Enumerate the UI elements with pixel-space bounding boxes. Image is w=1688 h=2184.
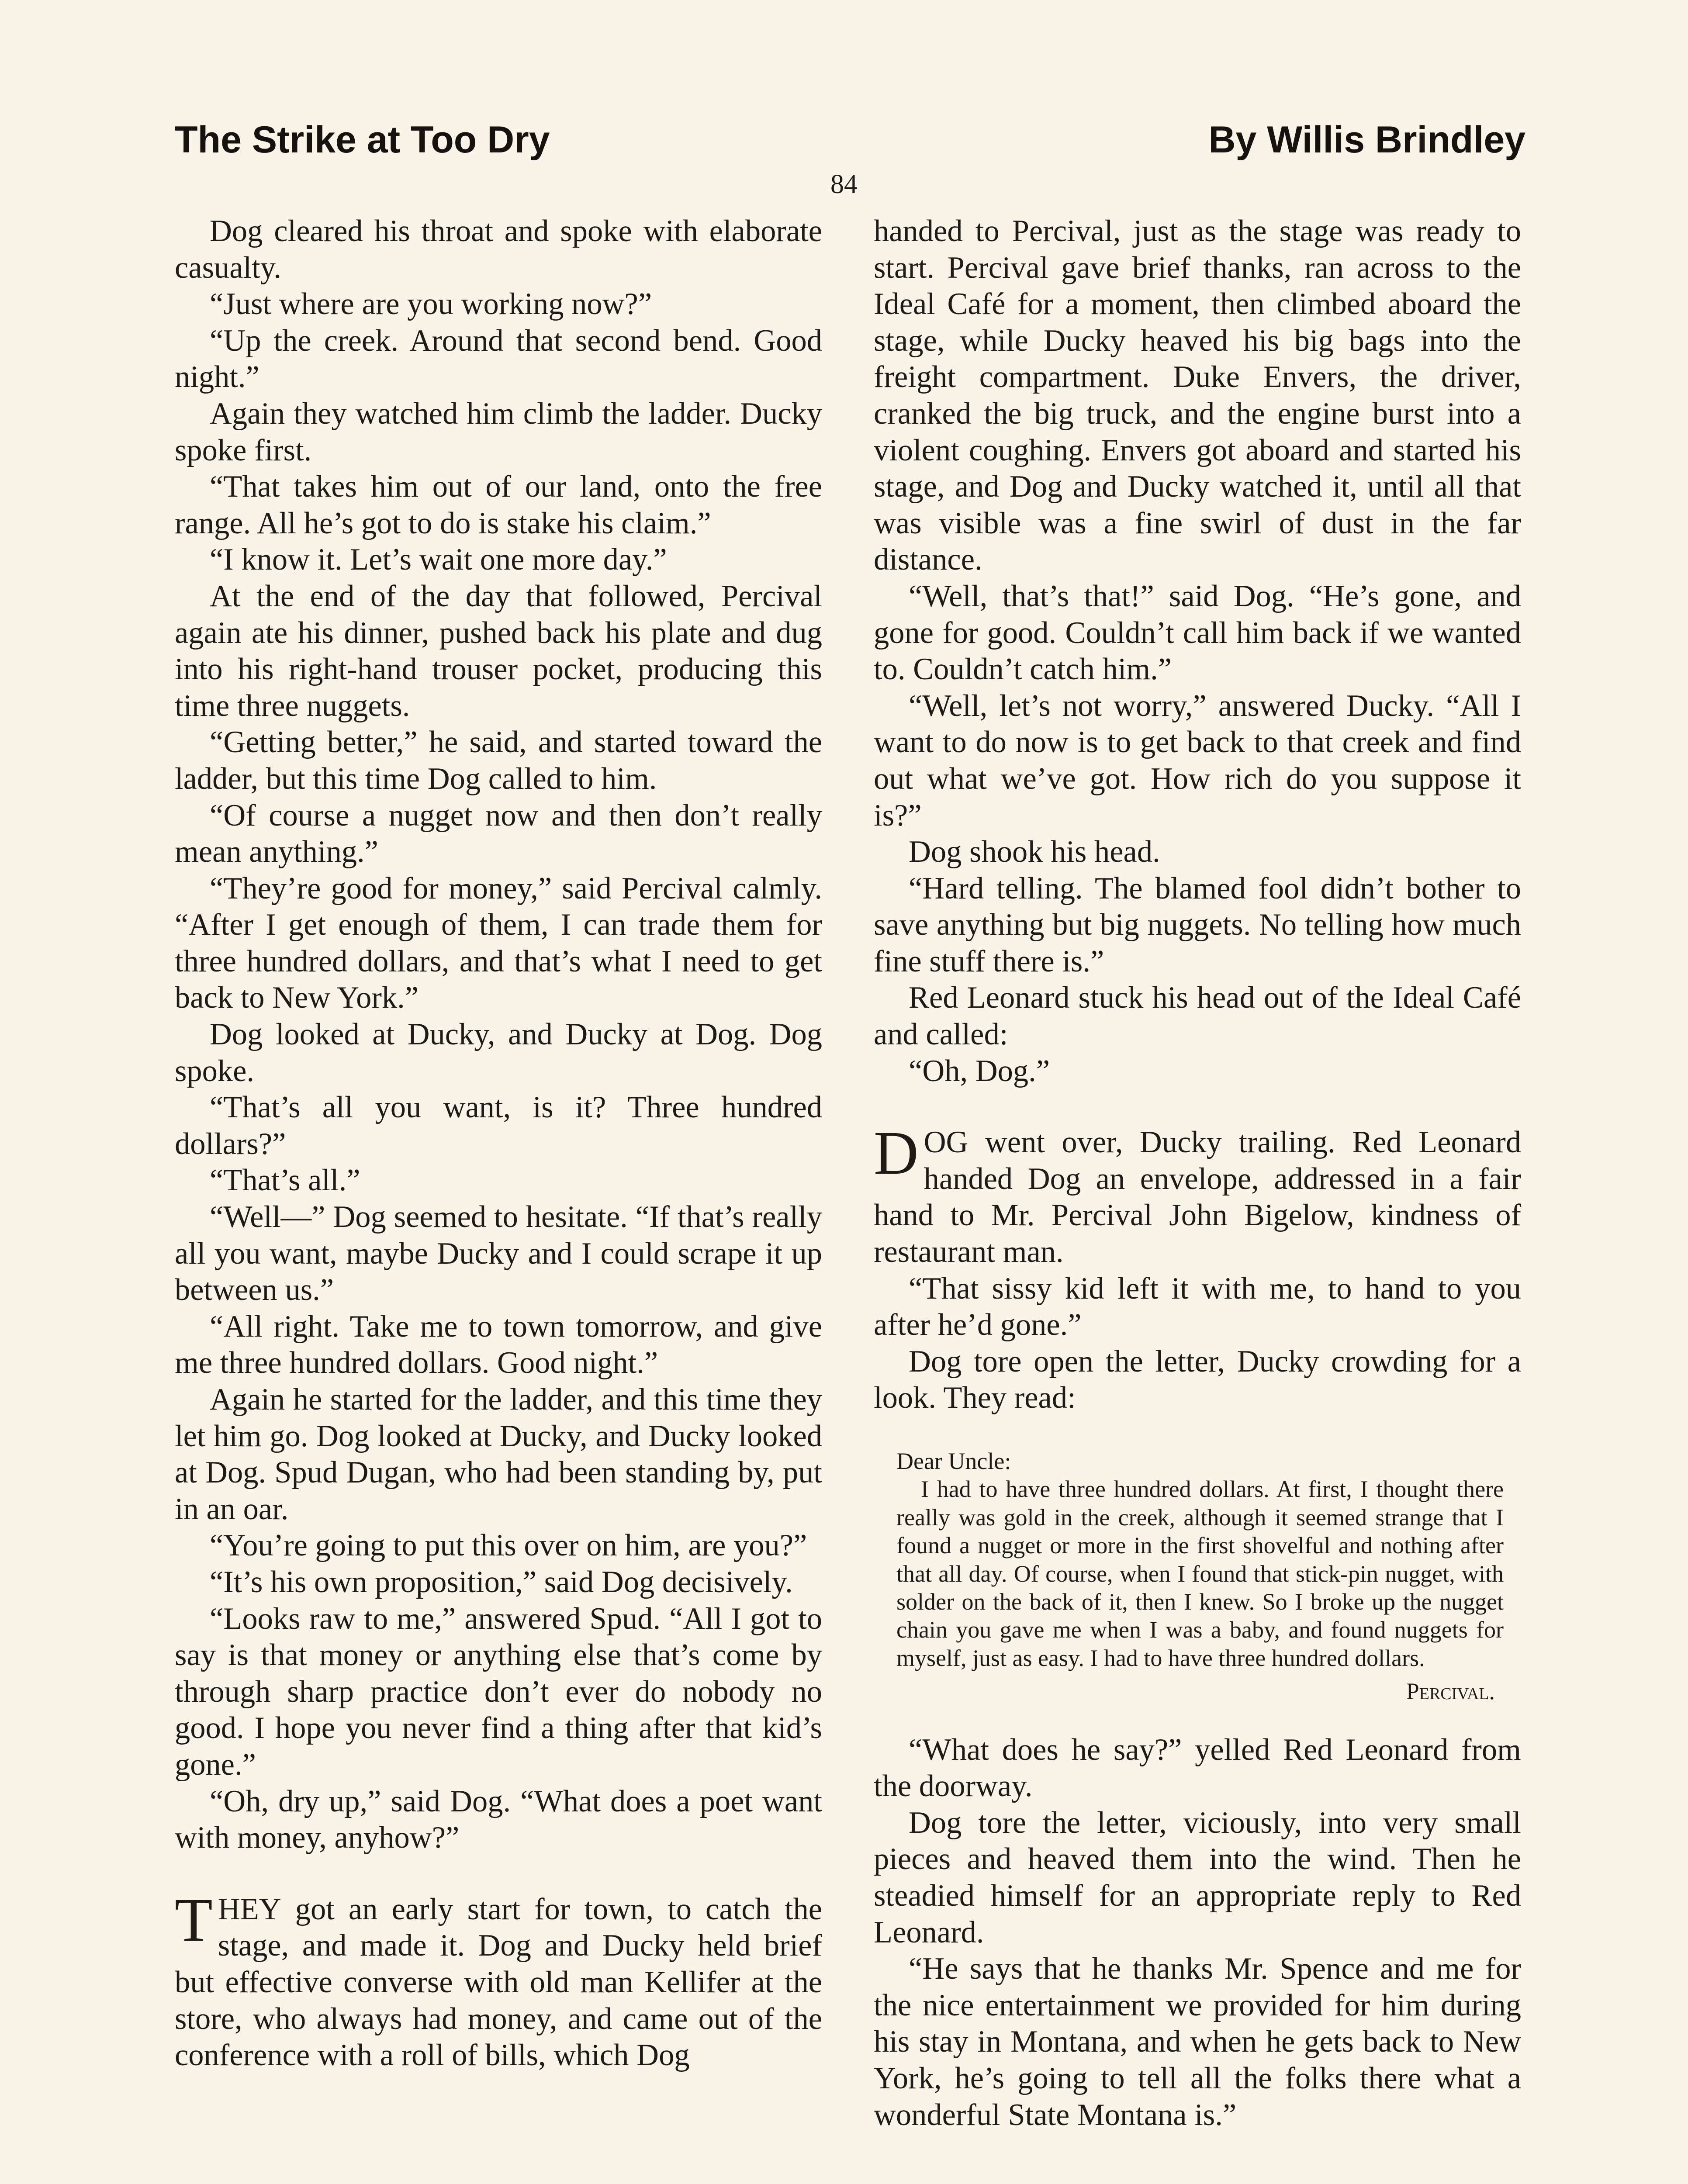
paragraph: “I know it. Let’s wait one more day.” — [210, 543, 667, 577]
paragraph: “That’s all you want, is it? Three hundred dollars?” — [175, 1090, 822, 1161]
paragraph: “That’s all.” — [210, 1163, 360, 1198]
paragraph: “It’s his own proposition,” said Dog decisively. — [210, 1565, 793, 1599]
paragraph: “Hard telling. The blamed fool didn’t bother to save anything but big nuggets. No telling how much fine stuff there is.” — [874, 871, 1521, 978]
page-number: 84 — [830, 169, 858, 199]
paragraph: “Of course a nugget now and then don’t really mean anything.” — [175, 798, 822, 869]
paragraph: “All right. Take me to town tomorrow, and give me three hundred dollars. Good night.” — [175, 1309, 822, 1380]
drop-cap: T — [175, 1885, 213, 1954]
section-text: got an early start for town, to catch the stage, and made it. Dog and Ducky held brief but effective converse with old man Kellifer at the store, who always had money, and came out of the conference with a roll of bills, which Dog — [175, 1892, 822, 2073]
paragraph: “Well, let’s not worry,” answered Ducky. “All I want to do now is to get back to that creek and find out what we’ve got. How rich do you suppose it is?” — [874, 688, 1521, 833]
paragraph: Dog tore open the letter, Ducky crowding for a look. They read: — [874, 1344, 1521, 1415]
paragraph: Dog cleared his throat and spoke with elaborate casualty. — [175, 214, 822, 285]
paragraph: Dog shook his head. — [909, 835, 1160, 869]
letter-salutation: Dear Uncle: — [896, 1448, 1011, 1474]
section-lead-word: HEY — [218, 1892, 281, 1926]
paragraph: Dog tore the letter, viciously, into very small pieces and heaved them into the wind. Then he steadied himself for an appropriate reply to Red Leonard. — [874, 1805, 1521, 1949]
paragraph: “That sissy kid left it with me, to hand to you after he’d gone.” — [874, 1271, 1521, 1342]
paragraph: “Getting better,” he said, and started toward the ladder, but this time Dog called to him. — [175, 725, 822, 796]
section-text: went over, Ducky trailing. Red Leonard handed Dog an envelope, addressed in a fair hand to Mr. Percival John Bigelow, kindness of restaurant man. — [874, 1125, 1521, 1269]
paragraph: “Well—” Dog seemed to hesitate. “If that’s really all you want, maybe Ducky and I could scrape it up between us.” — [175, 1200, 822, 1307]
letter-signature: Percival. — [1406, 1678, 1495, 1705]
paragraph: Again he started for the ladder, and this time they let him go. Dog looked at Ducky, and Ducky looked at Dog. Spud Dugan, who had been standing by, put in an oar. — [175, 1382, 822, 1526]
paragraph: handed to Percival, just as the stage was ready to start. Percival gave brief thanks, ran across to the Ideal Café for a moment, then climbed aboard the stage, while Ducky heaved his big bags into the freight compartment. Duke Envers, the driver, cranked the big truck, and the engine burst into a violent coughing. Envers got aboard and started his stage, and Dog and Ducky watched it, until all that was visible was a fine swirl of dust in the far distance. — [874, 214, 1521, 577]
paragraph: “You’re going to put this over on him, are you?” — [210, 1528, 807, 1563]
paragraph: Red Leonard stuck his head out of the Ideal Café and called: — [874, 981, 1521, 1052]
paragraph: “Up the creek. Around that second bend. Good night.” — [175, 323, 822, 394]
left-column — [175, 213, 822, 2074]
letter-body: I had to have three hundred dollars. At first, I thought there really was gold in the creek, although it seemed strange that I found a nugget or more in the first shovelful and nothing after that all day. Of course, when I found that stick-pin nugget, with solder on the back of it, then I knew. So I broke up the nugget chain you gave me when I was a baby, and found nuggets for myself, just as easy. I had to have three hundred dollars. — [896, 1476, 1504, 1671]
section-opening-paragraph — [175, 1885, 822, 2074]
paragraph: “Oh, Dog.” — [909, 1054, 1050, 1088]
section-lead-word: OG — [924, 1125, 969, 1160]
paragraph: “They’re good for money,” said Percival calmly. “After I get enough of them, I can trade them for three hundred dollars, and that’s what I need to get back to New York.” — [175, 871, 822, 1015]
paragraph: Dog looked at Ducky, and Ducky at Dog. Dog spoke. — [175, 1017, 822, 1088]
paragraph: “Looks raw to me,” answered Spud. “All I got to say is that money or anything else that’s come by through sharp practice don’t ever do nobody no good. I hope you never find a thing after that kid’s gone.” — [175, 1601, 822, 1782]
quoted-letter — [896, 1447, 1504, 1706]
right-column — [874, 213, 1521, 2133]
paragraph: “Oh, dry up,” said Dog. “What does a poet want with money, anyhow?” — [175, 1784, 822, 1855]
story-author: By Willis Brindley — [1208, 119, 1525, 161]
paragraph: “Well, that’s that!” said Dog. “He’s gone, and gone for good. Couldn’t call him back if we wanted to. Couldn’t catch him.” — [874, 579, 1521, 687]
paragraph: Again they watched him climb the ladder. Ducky spoke first. — [175, 396, 822, 467]
paragraph: At the end of the day that followed, Percival again ate his dinner, pushed back his plate and dug into his right-hand trouser pocket, producing this time three nuggets. — [175, 579, 822, 723]
paragraph: “Just where are you working now?” — [210, 287, 652, 321]
paragraph: “That takes him out of our land, onto the free range. All he’s got to do is stake his claim.” — [175, 470, 822, 540]
paragraph: “He says that he thanks Mr. Spence and me for the nice entertainment we provided for him during his stay in Montana, and when he gets back to New York, he’s going to tell all the folks there what a wonderful State Montana is.” — [874, 1952, 1521, 2132]
story-title: The Strike at Too Dry — [175, 119, 550, 161]
paragraph: “What does he say?” yelled Red Leonard from the doorway. — [874, 1732, 1521, 1804]
section-opening-paragraph — [874, 1118, 1521, 1270]
drop-cap: D — [874, 1118, 919, 1188]
